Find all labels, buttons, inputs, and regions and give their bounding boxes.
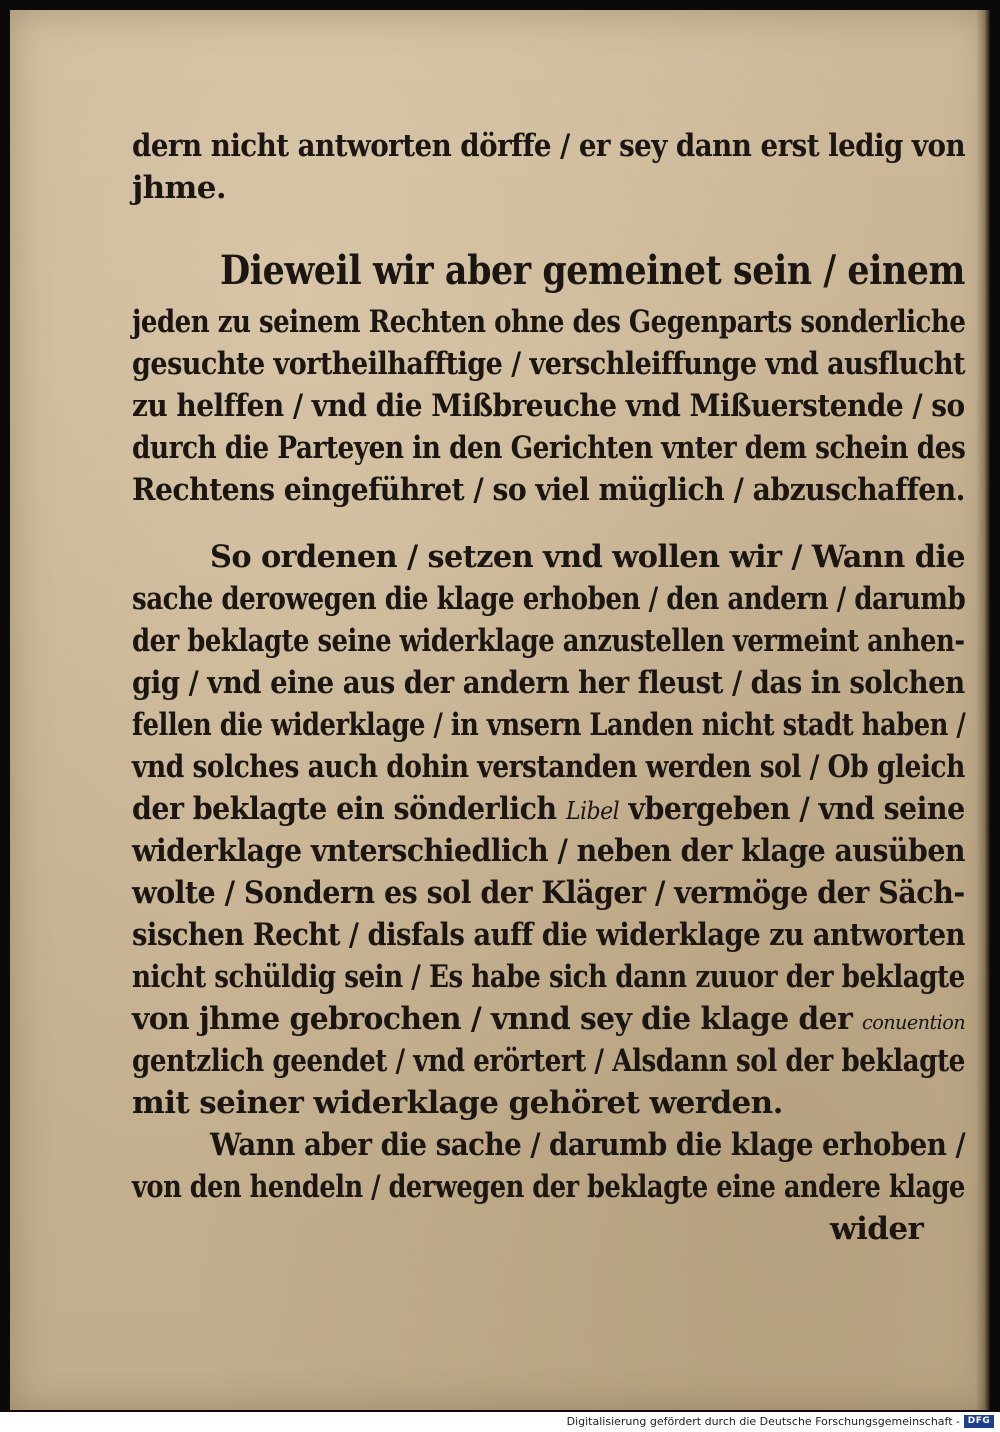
funding-credit: Digitalisierung gefördert durch die Deutsche Forschungsgemeinschaft - <box>566 1415 960 1428</box>
text-line: gentzlich geendet / vnd erörtert / Alsdann sol der beklagte <box>132 1043 965 1079</box>
text-line: gig / vnd eine aus der andern her fleust / das in solchen <box>132 665 965 701</box>
text-line: sache derowegen die klage erhoben / den andern / darumb <box>132 581 966 617</box>
text-line: Wann aber die sache / darumb die klage erhoben / <box>210 1127 966 1163</box>
text-line: jeden zu seinem Rechten ohne des Gegenparts sonderliche <box>132 304 966 340</box>
text-segment: vbergeben / vnd seine <box>628 791 965 827</box>
text-line: wolte / Sondern es sol der Kläger / vermöge der Säch- <box>132 875 965 911</box>
text-line: Rechtens eingeführet / so viel müglich / abzuschaffen. <box>132 472 965 508</box>
text-line-mixed <box>132 999 965 1042</box>
text-line: von den hendeln / derwegen der beklagte eine andere klage <box>132 1169 965 1205</box>
footer-bar <box>0 1412 1000 1432</box>
text-line: widerklage vnterschiedlich / neben der klage ausüben <box>132 833 965 869</box>
text-line: der beklagte seine widerklage anzustellen vermeint anhen- <box>132 623 965 659</box>
text-line: gesuchte vortheilhafftige / verschleiffunge vnd ausflucht <box>132 346 965 382</box>
text-line: fellen die widerklage / in vnsern Landen nicht stadt haben / <box>132 707 966 743</box>
antiqua-word: Libel <box>565 797 620 825</box>
page-text <box>10 10 990 1410</box>
text-line: mit seiner widerklage gehöret werden. <box>132 1085 783 1121</box>
text-line: nicht schüldig sein / Es habe sich dann zuuor der beklagte <box>132 959 965 995</box>
text-line: dern nicht antworten dörffe / er sey dann erst ledig von <box>132 128 966 164</box>
text-line: zu helffen / vnd die Mißbreuche vnd Mißuerstende / so <box>132 388 965 424</box>
text-line: sischen Recht / disfals auff die widerklage zu antworten <box>132 917 966 953</box>
text-segment: von jhme gebrochen / vnnd sey die klage der <box>132 1001 853 1037</box>
text-line: durch die Parteyen in den Gerichten vnter dem schein des <box>132 430 966 466</box>
text-line: So ordenen / setzen vnd wollen wir / Wann die <box>210 539 966 575</box>
paragraph-heading-line: Dieweil wir aber gemeinet sein / einem <box>220 247 965 294</box>
text-line: vnd solches auch dohin verstanden werden sol / Ob gleich <box>132 749 965 785</box>
text-line-mixed <box>132 789 965 831</box>
catchword: wider <box>830 1211 924 1247</box>
antiqua-word: conuention <box>862 1010 966 1034</box>
book-page <box>10 10 990 1410</box>
text-line: jhme. <box>132 170 227 206</box>
text-segment: der beklagte ein sönderlich <box>132 791 557 827</box>
dfg-logo: DFG <box>964 1415 994 1428</box>
